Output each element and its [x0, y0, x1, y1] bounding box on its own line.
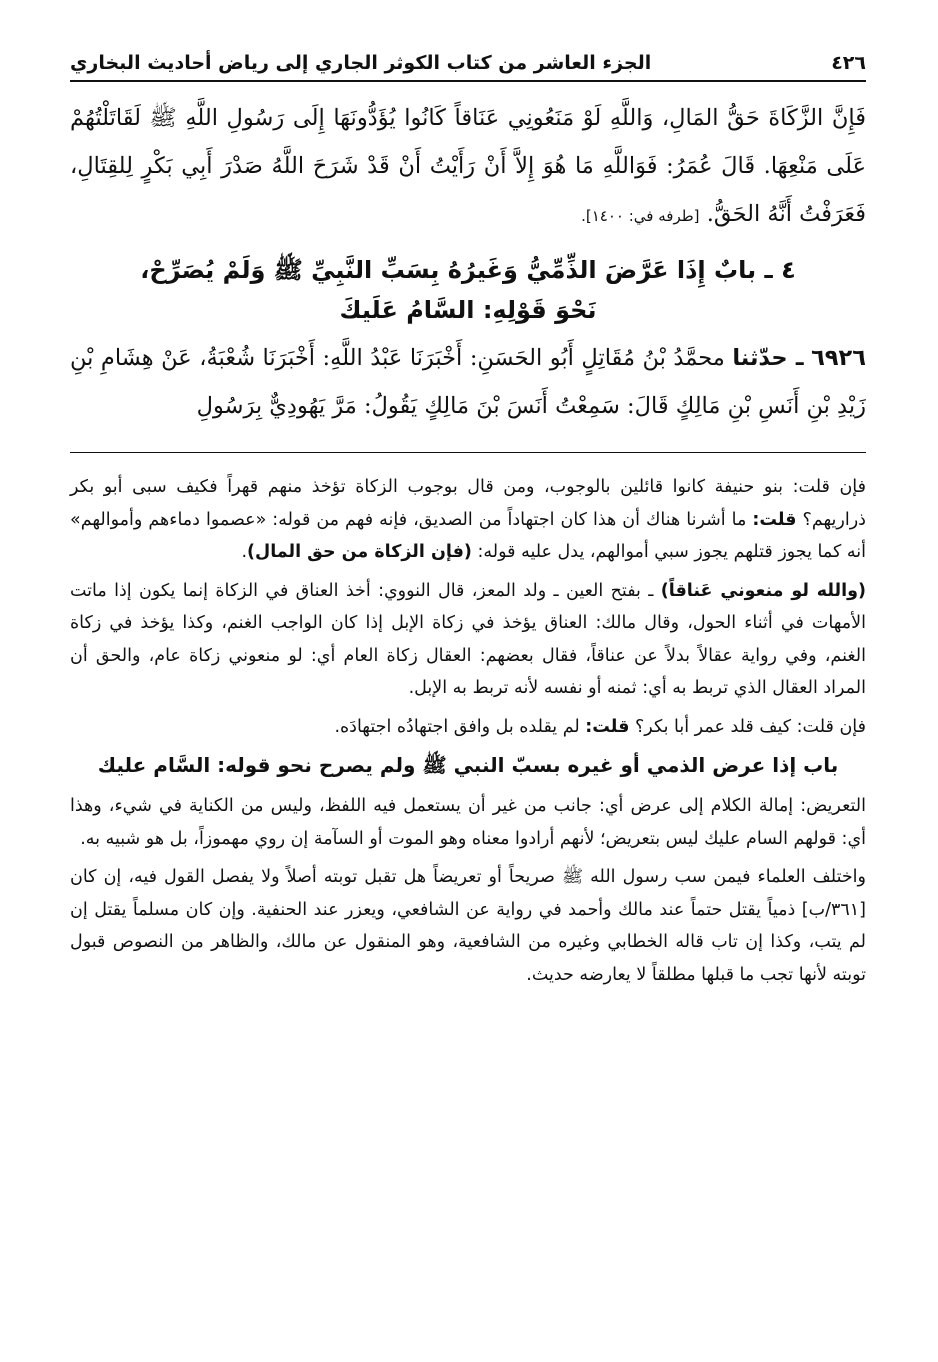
hadith-continuation	[70, 94, 866, 240]
page-header	[70, 52, 866, 80]
commentary-paragraph: التعريض: إمالة الكلام إلى عرض أي: جانب من غير أن يستعمل فيه اللفظ، وليس من الكناية في شيء، وهذا أي: قولهم السام عليك ليس بتعريض؛ لأنهم أرادوا معناه وهو الموت أو السآمة إن روي مهموزاً، بل هو شبيه به.	[70, 796, 866, 849]
page-number: ٤٢٦	[831, 52, 866, 74]
hadith-text: محمَّدُ بْنُ مُقَاتِلٍ أَبُو الحَسَنِ: أَخْبَرَنَا عَبْدُ اللَّهِ: أَخْبَرَنَا شُعْبَةُ، عَنْ هِشَامِ بْنِ زَيْدِ بْنِ أَنَسِ بْنِ مَالِكٍ قَالَ: سَمِعْتُ أَنَسَ بْنَ مَالِكٍ يَقُولُ: مَرَّ يَهُودِيٌّ بِرَسُولِ	[70, 345, 866, 419]
commentary-paragraph	[70, 575, 866, 705]
hadith-continuation-text: فَإِنَّ الزَّكَاةَ حَقُّ المَالِ، وَاللَّهِ لَوْ مَنَعُونِي عَنَاقاً كَانُوا يُؤَدُّونَهَا إِلَى رَسُولِ اللَّهِ ﷺ لَقَاتَلْتُهُمْ عَلَى مَنْعِهَا. قَالَ عُمَرُ: فَوَاللَّهِ مَا هُوَ إِلاَّ أَنْ رَأَيْتُ أَنْ قَدْ شَرَحَ اللَّهُ صَدْرَ أَبِي بَكْرٍ لِلقِتَالِ، فَعَرَفْتُ أَنَّهُ الحَقُّ.	[70, 105, 866, 227]
quoted-phrase: (فإن الزكاة من حق المال)	[247, 542, 472, 562]
commentary-text: ما أشرنا هناك أن هذا كان اجتهاداً من الصديق، فإنه فهم من قوله: «عصموا دماءهم وأموالهم» أنه كما يجوز قتلهم يجوز سبي أموالهم، يدل عليه قوله:	[70, 509, 866, 562]
answer-marker: قلت:	[752, 509, 797, 530]
commentary-paragraph	[70, 471, 866, 569]
commentary-text: ـ بفتح العين ـ ولد المعز، قال النووي: أخذ العناق في الزكاة إنما يكون إذا ماتت الأمهات في أثناء الحول، وقال مالك: العناق يؤخذ في زكاة الإبل إذا كان الواجب الغنم، وكذا يؤخذ في زكاة الغنم، وفي رواية عقالاً بدلاً عن عناقاً، فقال بعضهم: العقال زكاة العام أي: لو منعوني زكاة عام، والحق أن المراد العقال الذي تربط به أي: ثمنه أو نفسه لأنه تربط به الإبل.	[70, 580, 866, 698]
commentary-chapter-heading: باب إذا عرض الذمي أو غيره بسبّ النبي ﷺ ولم يصرح نحو قوله: السَّام عليك	[97, 753, 839, 777]
hadith-number: ٦٩٢٦	[811, 345, 866, 371]
commentary-text: فإن قلت: كيف قلد عمر أبا بكر؟	[635, 716, 866, 737]
header-rule	[70, 80, 866, 82]
commentary-text: .	[241, 542, 248, 562]
chapter-heading-line1: ٤ ـ بابٌ إِذَا عَرَّضَ الذِّمِّيُّ وَغَيرُهُ بِسَبِّ النَّبِيِّ ﷺ وَلَمْ يُصَرِّحْ،	[140, 256, 796, 284]
commentary-text: فإن قلت: بنو حنيفة كانوا قائلين بالوجوب، ومن قال بوجوب الزكاة تؤخذ منهم قهراً فكيف سبى أبو بكر ذراريهم؟	[70, 477, 866, 530]
tarf-reference: [طرفه في: ١٤٠٠].	[581, 207, 700, 225]
commentary-paragraph: واختلف العلماء فيمن سب رسول الله ﷺ صريحاً أو تعريضاً هل تقبل توبته أصلاً ولا يفصل القول فيه، إن كان [٣٦١/ب] ذمياً يقتل حتماً عند مالك وأحمد في رواية عن الشافعي، ويعزر عند الحنفية. وإن كان مسلماً يقتل إن لم يتب، وكذا إن تاب قاله الخطابي وغيره من الشافعية، وهو المنقول عن مالك، والظاهر من النصوص قبول توبته لأنها تجب ما قبلها مطلقاً لا يعارضه حديث.	[70, 867, 866, 985]
hadith-prefix: ـ حدّثنا	[732, 345, 804, 371]
answer-marker: قلت:	[585, 716, 630, 737]
chapter-heading	[70, 250, 866, 330]
commentary-text: لم يقلده بل وافق اجتهادُه اجتهادَه.	[334, 716, 580, 737]
chapter-heading-line2: نَحْوَ قَوْلِهِ: السَّامُ عَلَيكَ	[339, 296, 597, 324]
running-title: الجزء العاشر من كتاب الكوثر الجاري إلى رياض أحاديث البخاري	[70, 52, 652, 74]
commentary	[70, 471, 866, 991]
footnote-separator	[70, 452, 866, 453]
quoted-phrase: (والله لو منعوني عَناقاً)	[660, 580, 866, 601]
commentary-paragraph	[70, 711, 866, 744]
hadith-block	[70, 334, 866, 430]
